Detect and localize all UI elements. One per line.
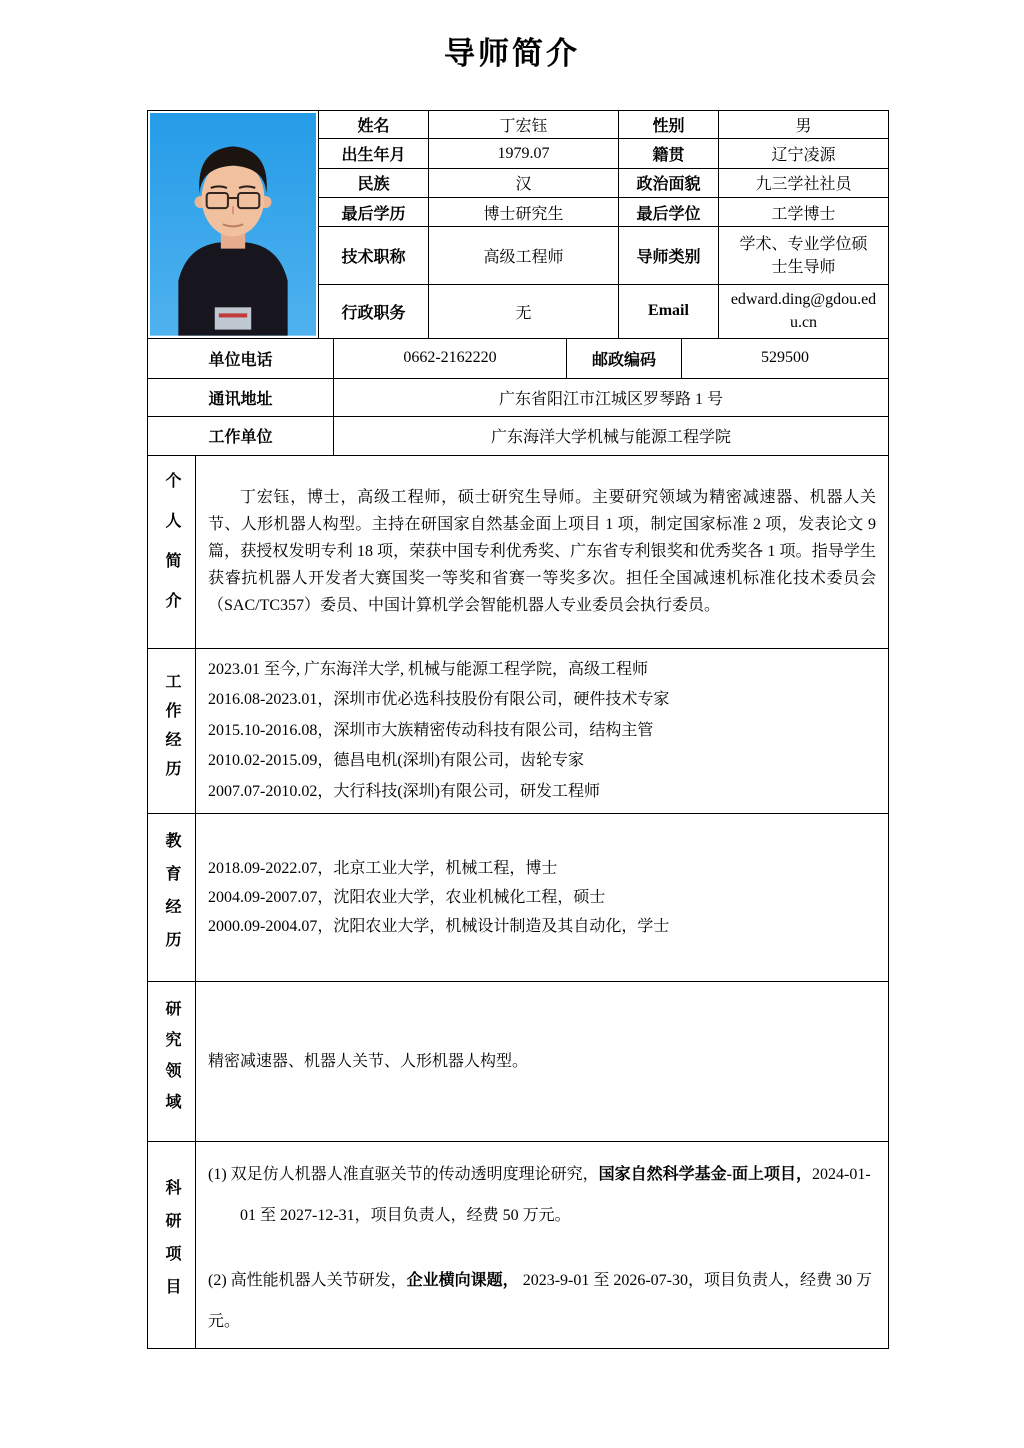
bio-text: 丁宏钰，博士，高级工程师，硕士研究生导师。主要研究领域为精密减速器、机器人关节、人形机器人构型。主持在研国家自然基金面上项目 1 项，制定国家标准 2 项，发表论文 9 篇，获授权发明专利 18 项，荣获中国专利优秀奖、广东省专利银奖和优秀奖各 1 项。指导学生获睿抗机器人开发者大赛国奖一等奖和省赛一等奖多次。担任全国减速机标准化技术委员会（SAC/TC357）委员、中国计算机学会智能机器人专业委员会执行委员。 bbox=[208, 489, 876, 615]
birth-label: 出生年月 bbox=[319, 139, 429, 168]
tech-title-value: 高级工程师 bbox=[429, 227, 619, 285]
work-item: 2016.08-2023.01，深圳市优必选科技股份有限公司，硬件技术专家 bbox=[208, 691, 670, 709]
project-item-2 bbox=[208, 1260, 876, 1342]
projects-section-content bbox=[196, 1142, 889, 1349]
ethnicity-label: 民族 bbox=[319, 168, 429, 197]
work-section-content bbox=[196, 648, 889, 814]
work-item: 2023.01 至今, 广东海洋大学, 机械与能源工程学院，高级工程师 bbox=[208, 660, 649, 678]
address-label: 通讯地址 bbox=[148, 378, 334, 416]
tech-title-label: 技术职称 bbox=[319, 227, 429, 285]
gender-label: 性别 bbox=[619, 111, 719, 139]
identity-table bbox=[147, 110, 889, 339]
project-1-number: (1) bbox=[208, 1166, 227, 1184]
portrait-photo bbox=[150, 113, 316, 336]
postcode-label: 邮政编码 bbox=[567, 338, 682, 378]
office-phone-label: 单位电话 bbox=[148, 338, 334, 378]
project-1-details: 2024-01-01 至 2027-12-31，项目负责人，经费 50 万元。 bbox=[240, 1166, 871, 1225]
education-item: 2018.09-2022.07，北京工业大学，机械工程，博士 bbox=[208, 860, 558, 878]
work-item: 2015.10-2016.08，深圳市大族精密传动科技有限公司，结构主管 bbox=[208, 721, 654, 739]
bio-section-content bbox=[196, 455, 889, 648]
last-education-value: 博士研究生 bbox=[429, 198, 619, 227]
sections-table bbox=[147, 455, 889, 1350]
education-section-content bbox=[196, 814, 889, 982]
name-label: 姓名 bbox=[319, 111, 429, 139]
contact-table bbox=[147, 338, 889, 456]
native-place-label: 籍贯 bbox=[619, 139, 719, 168]
education-item: 2004.09-2007.07，沈阳农业大学，农业机械化工程，硕士 bbox=[208, 889, 606, 907]
project-1-funding-type: 国家自然科学基金-面上项目， bbox=[598, 1166, 813, 1184]
political-status-label: 政治面貌 bbox=[619, 168, 719, 197]
workplace-value: 广东海洋大学机械与能源工程学院 bbox=[334, 416, 889, 455]
bio-section-label: 个人简介 bbox=[148, 455, 196, 648]
research-section-content bbox=[196, 982, 889, 1142]
research-section-label: 研究领域 bbox=[148, 982, 196, 1142]
address-value: 广东省阳江市江城区罗琴路 1 号 bbox=[334, 378, 889, 416]
mentor-type-label: 导师类别 bbox=[619, 227, 719, 285]
birth-value: 1979.07 bbox=[429, 139, 619, 168]
mentor-profile-form bbox=[147, 110, 888, 1349]
project-2-title: 高性能机器人关节研发， bbox=[226, 1272, 407, 1290]
email-label: Email bbox=[619, 285, 719, 339]
work-section-label: 工作经历 bbox=[148, 648, 196, 814]
project-item-1 bbox=[208, 1154, 876, 1236]
research-text: 精密减速器、机器人关节、人形机器人构型。 bbox=[208, 1052, 529, 1070]
native-place-value: 辽宁凌源 bbox=[719, 139, 889, 168]
projects-section-label: 科研项目 bbox=[148, 1142, 196, 1349]
last-degree-value: 工学博士 bbox=[719, 198, 889, 227]
ethnicity-value: 汉 bbox=[429, 168, 619, 197]
work-item: 2007.07-2010.02，大行科技(深圳)有限公司，研发工程师 bbox=[208, 782, 600, 800]
admin-duty-value: 无 bbox=[429, 285, 619, 339]
photo-cell bbox=[148, 111, 319, 339]
mentor-type-value: 学术、专业学位硕士生导师 bbox=[719, 227, 889, 285]
last-degree-label: 最后学位 bbox=[619, 198, 719, 227]
last-education-label: 最后学历 bbox=[319, 198, 429, 227]
email-value: edward.ding@gdou.edu.cn bbox=[719, 285, 889, 339]
work-item: 2010.02-2015.09，德昌电机(深圳)有限公司，齿轮专家 bbox=[208, 752, 584, 770]
project-2-funding-type: 企业横向课题， bbox=[406, 1272, 519, 1290]
education-section-label: 教育经历 bbox=[148, 814, 196, 982]
name-value: 丁宏钰 bbox=[429, 111, 619, 139]
project-1-title: 双足仿人机器人准直驱关节的传动透明度理论研究， bbox=[226, 1166, 599, 1184]
postcode-value: 529500 bbox=[682, 338, 889, 378]
workplace-label: 工作单位 bbox=[148, 416, 334, 455]
gender-value: 男 bbox=[719, 111, 889, 139]
office-phone-value: 0662-2162220 bbox=[334, 338, 567, 378]
political-status-value: 九三学社社员 bbox=[719, 168, 889, 197]
project-2-number: (2) bbox=[208, 1272, 227, 1290]
admin-duty-label: 行政职务 bbox=[319, 285, 429, 339]
education-item: 2000.09-2004.07，沈阳农业大学，机械设计制造及其自动化，学士 bbox=[208, 918, 670, 936]
page-title: 导师简介 bbox=[444, 36, 580, 71]
project-2-details: 2023-9-01 至 2026-07-30，项目负责人，经费 30 万元。 bbox=[208, 1272, 873, 1331]
